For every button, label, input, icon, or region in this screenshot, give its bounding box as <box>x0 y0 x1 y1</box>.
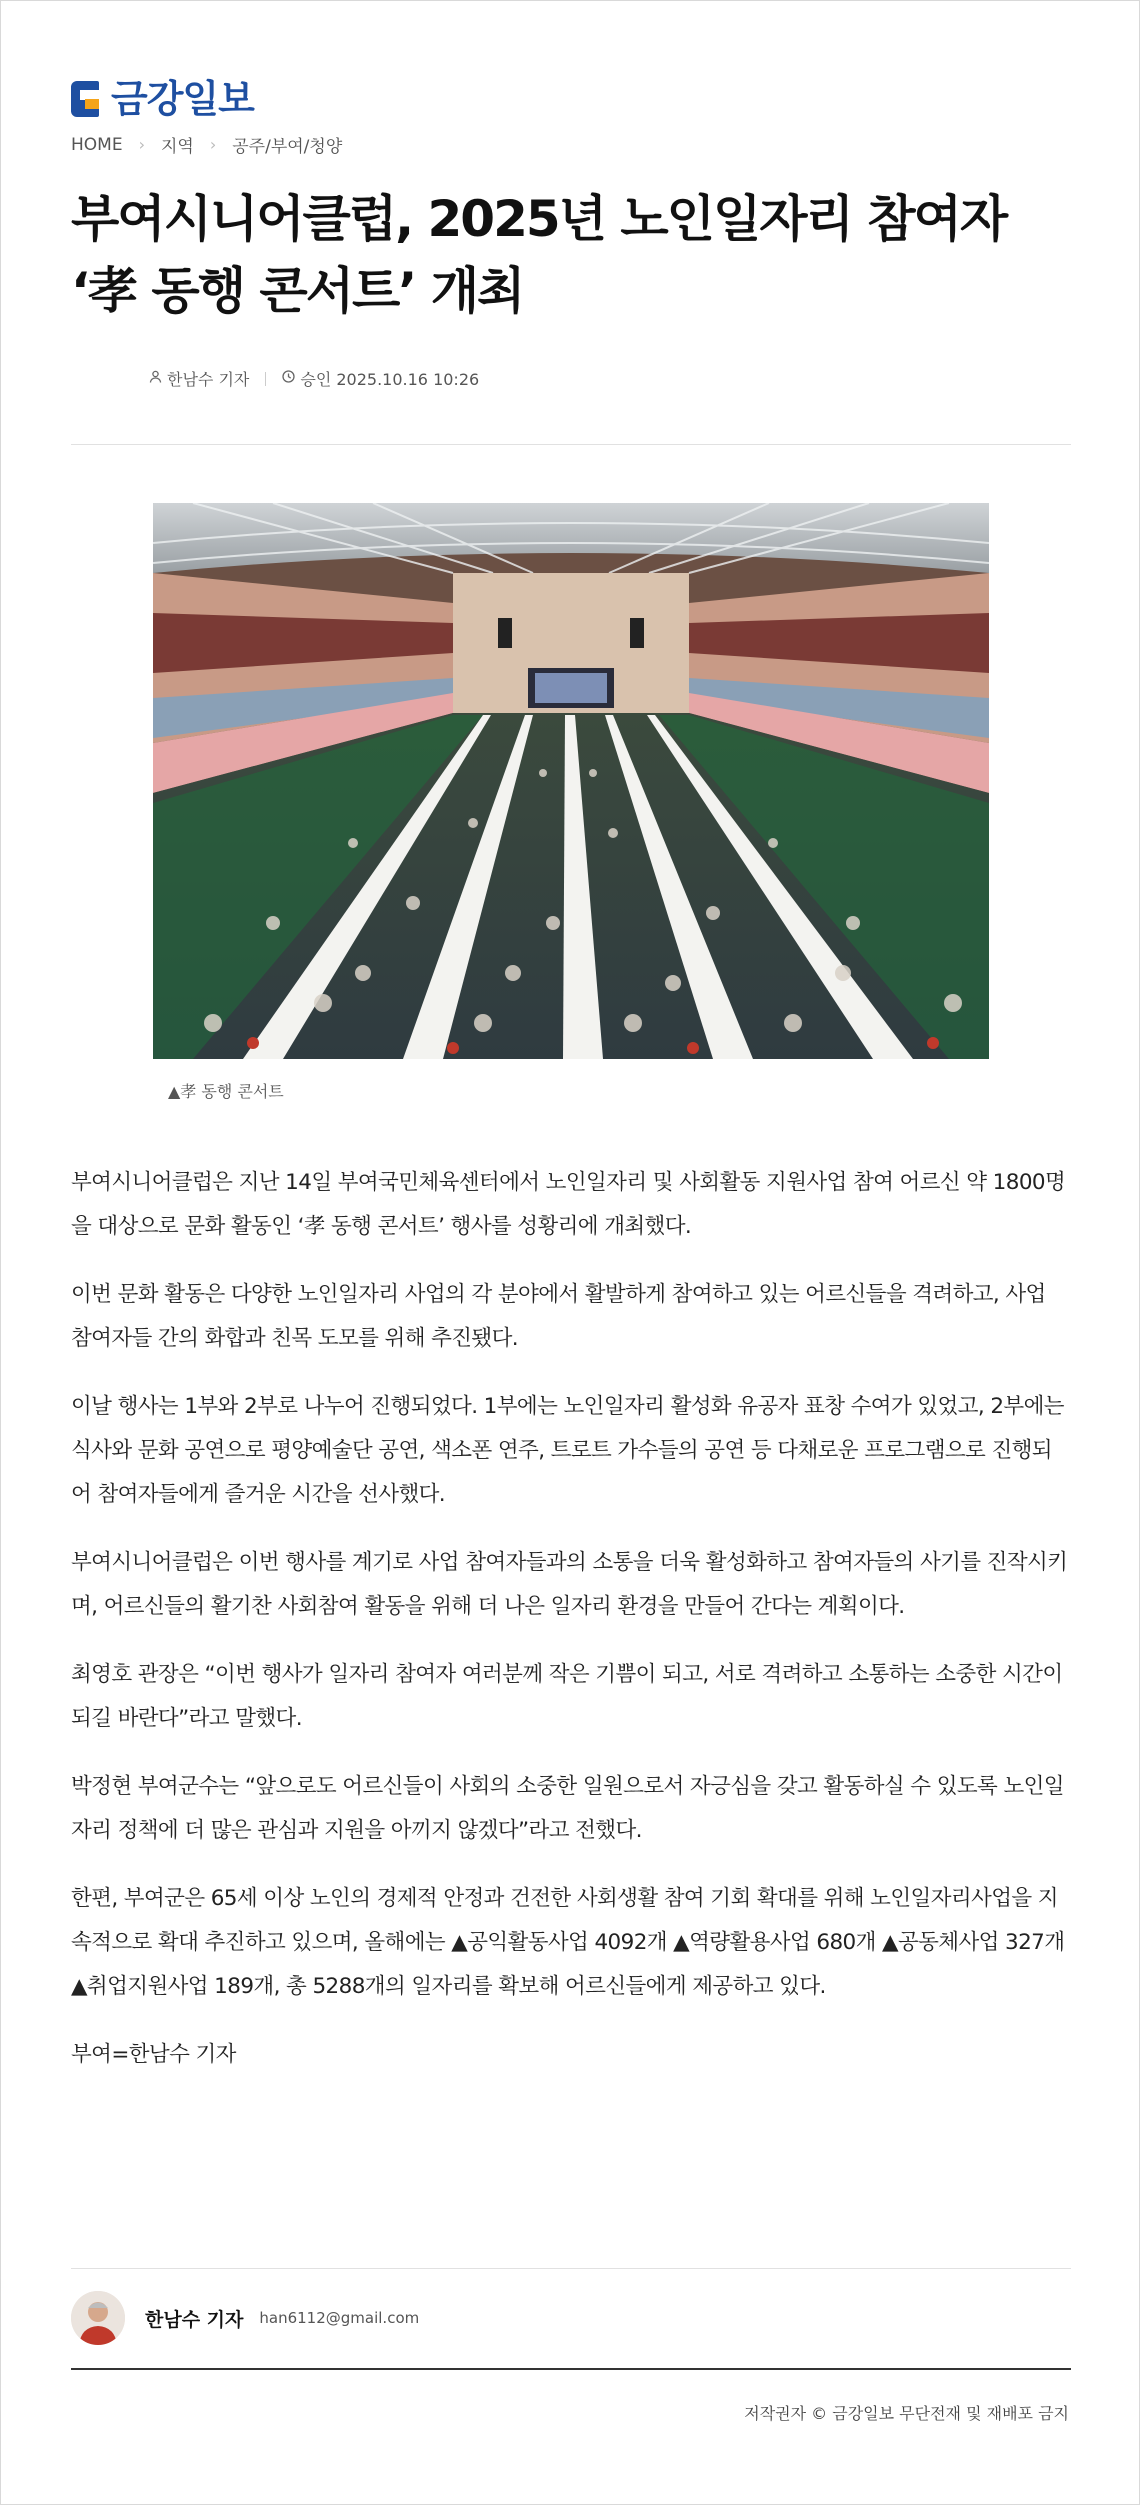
copyright-notice: 저작권자 © 금강일보 무단전재 및 재배포 금지 <box>744 2404 1069 2423</box>
clock-icon <box>282 370 295 387</box>
logo-text: 금강일보 <box>111 77 254 121</box>
author-divider <box>71 2268 1071 2269</box>
article-paragraph: 부여=한남수 기자 <box>71 2042 236 2067</box>
article-photo[interactable] <box>153 503 989 1059</box>
article-paragraph: 이번 문화 활동은 다양한 노인일자리 사업의 각 분야에서 활발하게 참여하고 있는 어르신들을 격려하고, 사업 참여자들 간의 화합과 친목 도모를 위해 추진됐다. <box>71 1282 1046 1351</box>
article-paragraph: 박정현 부여군수는 “앞으로도 어르신들이 사회의 소중한 일원으로서 자긍심을 갖고 활동하실 수 있도록 노인일자리 정책에 더 많은 관심과 지원을 아끼지 않겠다”라고 전했다. <box>71 1774 1064 1843</box>
byline-approved-date: 승인 2025.10.16 10:26 <box>300 370 480 389</box>
article-paragraph: 부여시니어클럽은 이번 행사를 계기로 사업 참여자들과의 소통을 더욱 활성화하고 참여자들의 사기를 진작시키며, 어르신들의 활기찬 사회참여 활동을 위해 더 나은 일자리 환경을 만들어 간다는 계획이다. <box>71 1550 1068 1619</box>
breadcrumb-region[interactable]: 지역 <box>160 137 194 157</box>
article-paragraph: 이날 행사는 1부와 2부로 나누어 진행되었다. 1부에는 노인일자리 활성화 유공자 표창 수여가 있었고, 2부에는 식사와 문화 공연으로 평양예술단 공연, 색소폰 연주, 트로트 가수들의 공연 등 다채로운 프로그램으로 진행되어 참여자들에게 즐거운 시간을 선사했다. <box>71 1394 1064 1507</box>
author-email[interactable]: han6112@gmail.com <box>259 2309 420 2327</box>
logo-mark-icon <box>71 81 105 117</box>
author-box <box>71 2291 419 2345</box>
article-title-line2: ‘孝 동행 콘서트’ 개최 <box>71 262 524 320</box>
author-name[interactable]: 한남수 기자 <box>145 2308 244 2331</box>
photo-caption: ▲孝 동행 콘서트 <box>168 1082 284 1101</box>
article-title <box>71 183 1081 327</box>
footer-divider <box>71 2368 1071 2370</box>
title-divider <box>71 444 1071 445</box>
person-icon <box>149 370 162 387</box>
article-paragraph: 부여시니어클럽은 지난 14일 부여국민체육센터에서 노인일자리 및 사회활동 지원사업 참여 어르신 약 1800명을 대상으로 문화 활동인 ‘孝 동행 콘서트’ 행사를 성황리에 개최했다. <box>71 1170 1066 1239</box>
article-title-line1: 부여시니어클럽, 2025년 노인일자리 참여자 <box>71 190 1007 248</box>
breadcrumb-home[interactable]: HOME <box>71 134 123 155</box>
article-paragraph: 최영호 관장은 “이번 행사가 일자리 참여자 여러분께 작은 기쁨이 되고, 서로 격려하고 소통하는 소중한 시간이 되길 바란다”라고 말했다. <box>71 1662 1063 1731</box>
article-paragraph: 한편, 부여군은 65세 이상 노인의 경제적 안정과 건전한 사회생활 참여 기회 확대를 위해 노인일자리사업을 지속적으로 확대 추진하고 있으며, 올해에는 ▲공익활동사업 4092개 ▲역량활용사업 680개 ▲공동체사업 327개 ▲취업지원사업 189개, 총 5288개의 일자리를 확보해 어르신들에게 제공하고 있다. <box>71 1886 1065 1999</box>
breadcrumb <box>71 132 342 157</box>
byline-divider <box>265 372 266 386</box>
chevron-right-icon: › <box>209 135 217 154</box>
article-body <box>71 1161 1071 2101</box>
byline-author[interactable]: 한남수 기자 <box>167 370 250 389</box>
avatar[interactable] <box>71 2291 125 2345</box>
site-logo[interactable] <box>71 79 254 119</box>
breadcrumb-subregion[interactable]: 공주/부여/청양 <box>232 137 343 157</box>
chevron-right-icon: › <box>138 135 145 154</box>
byline <box>149 367 479 390</box>
